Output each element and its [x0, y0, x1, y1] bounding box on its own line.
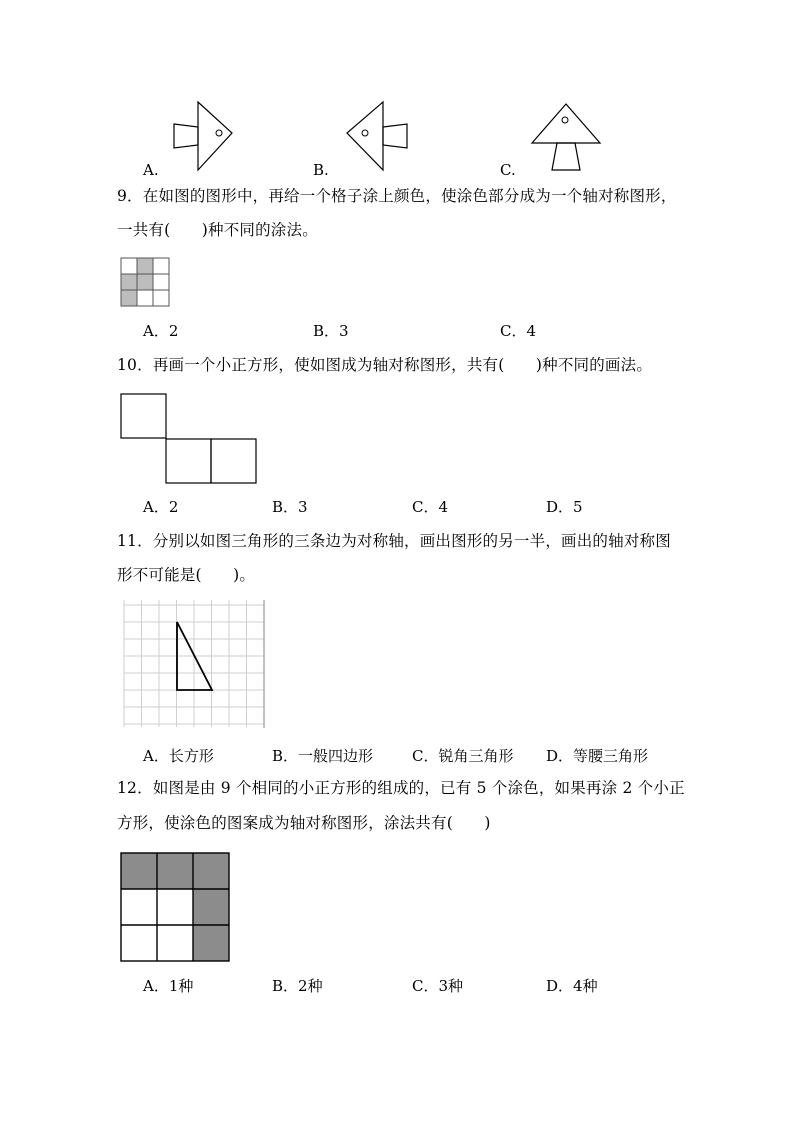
q12-option-a[interactable]: A．1种 [143, 977, 194, 995]
q9-text-line1: 9．在如图的图形中，再给一个格子涂上颜色，使涂色部分成为一个轴对称图形， [117, 187, 677, 205]
q11-option-a[interactable]: A．长方形 [143, 747, 214, 765]
q10-option-a[interactable]: A．2 [143, 498, 179, 516]
q8-figure-b [343, 100, 413, 172]
q9-option-c[interactable]: C．4 [500, 322, 537, 340]
q11-option-d[interactable]: D．等腰三角形 [546, 747, 649, 765]
q10-option-c[interactable]: C．4 [412, 498, 449, 516]
q8-option-b[interactable]: B. [313, 161, 329, 179]
q10-text-line1: 10．再画一个小正方形，使如图成为轴对称图形，共有( )种不同的画法。 [117, 356, 653, 374]
q12-option-d[interactable]: D．4种 [546, 977, 598, 995]
q9-option-a[interactable]: A．2 [143, 322, 179, 340]
q8-option-c[interactable]: C. [500, 161, 516, 179]
q12-grid-figure [121, 853, 229, 961]
q12-text-line1: 12．如图是由 9 个相同的小正方形的组成的，已有 5 个涂色，如果再涂 2 个小正 [117, 779, 685, 797]
q10-squares-figure [120, 393, 258, 485]
q11-option-c[interactable]: C．锐角三角形 [412, 747, 514, 765]
q9-option-b[interactable]: B．3 [313, 322, 349, 340]
q9-text-line2: 一共有( )种不同的涂法。 [117, 221, 318, 239]
q10-option-d[interactable]: D．5 [546, 498, 583, 516]
q8-option-a[interactable]: A. [143, 161, 159, 179]
q9-grid-figure [121, 258, 169, 306]
q10-option-b[interactable]: B．3 [272, 498, 308, 516]
q12-option-c[interactable]: C．3种 [412, 977, 464, 995]
q11-text-line2: 形不可能是( )。 [117, 566, 256, 584]
q11-option-b[interactable]: B．一般四边形 [272, 747, 374, 765]
q11-grid-triangle-figure [124, 600, 266, 730]
q12-text-line2: 方形，使涂色的图案成为轴对称图形，涂法共有( ) [117, 814, 491, 832]
q8-figure-a [170, 100, 240, 172]
q11-text-line1: 11．分别以如图三角形的三条边为对称轴，画出图形的另一半，画出的轴对称图 [117, 532, 671, 550]
q12-option-b[interactable]: B．2种 [272, 977, 323, 995]
q8-figure-c [530, 100, 604, 172]
